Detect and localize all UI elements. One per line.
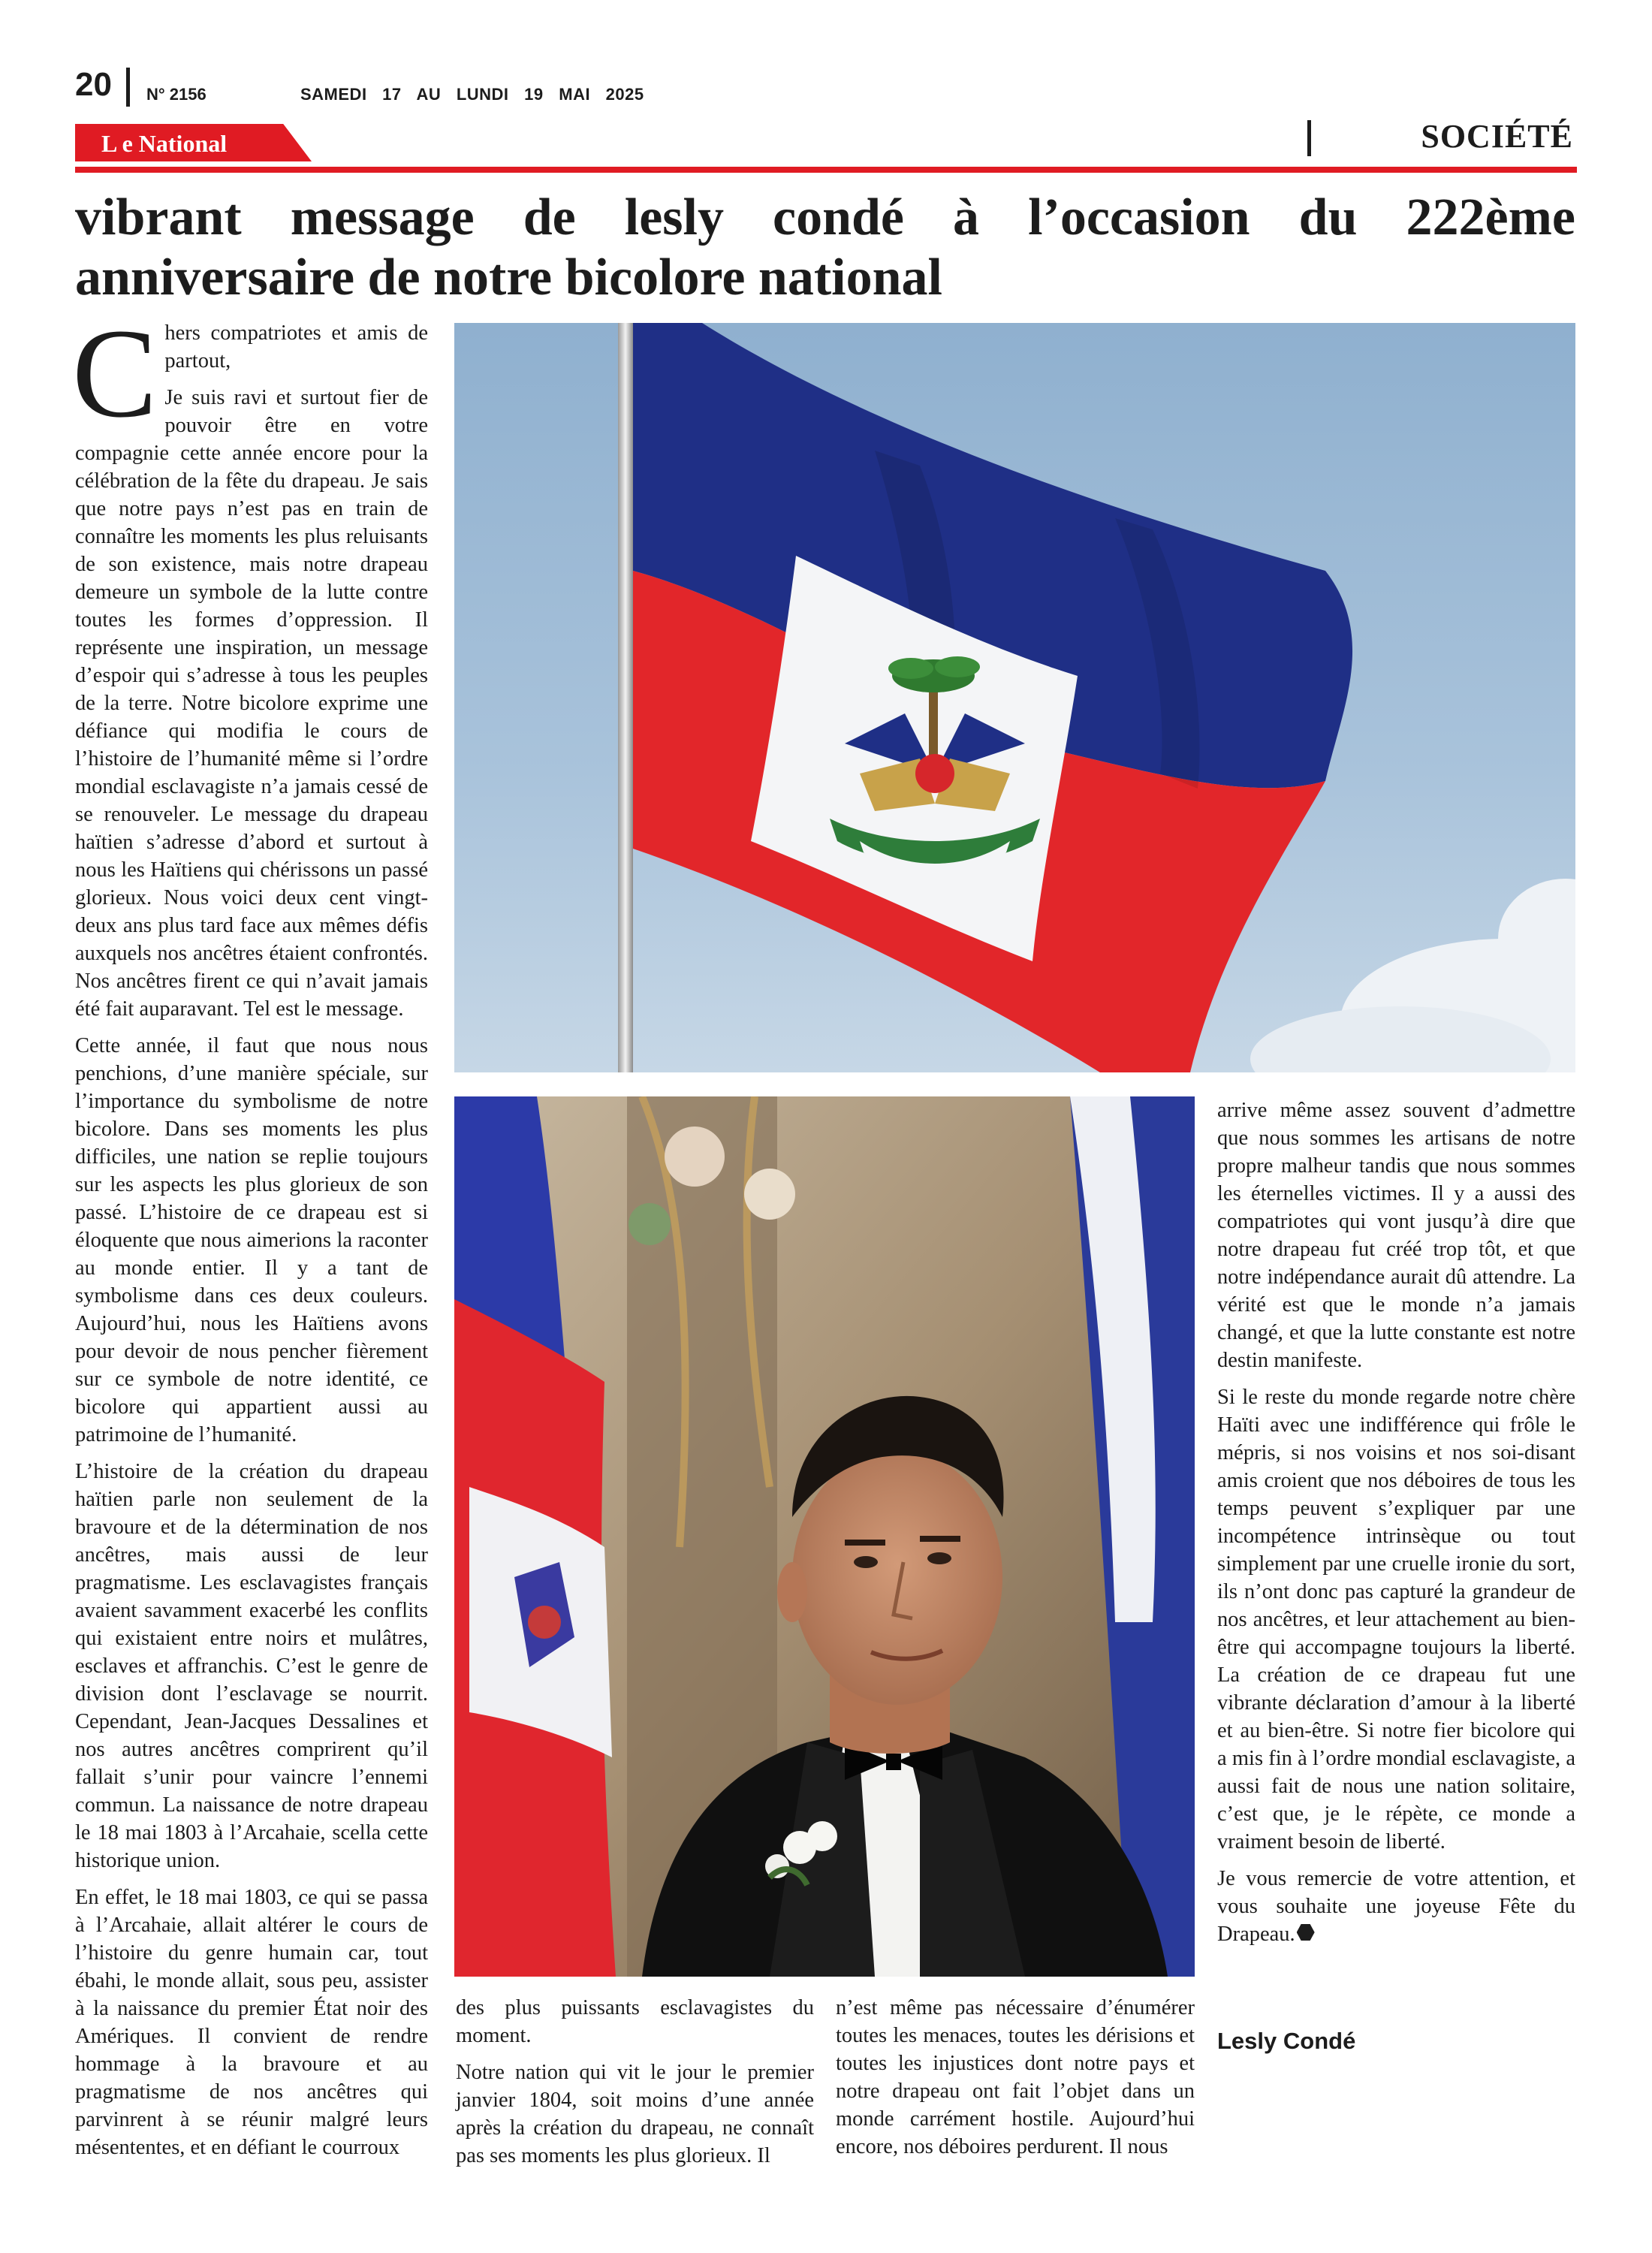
article-paragraph: n’est même pas nécessaire d’énumérer toutes les menaces, toutes les dérisions et toutes les injustices dont notre pays et notre drapeau ont fait l’objet dans un monde carrément hostile. Aujourd’hui encore, nos déboires perdurent. Il nous: [836, 1996, 1195, 2158]
article-paragraph: Notre nation qui vit le jour le premier janvier 1804, soit moins d’une année après la création du drapeau, ne connaît pas ses moments les plus glorieux. Il: [456, 2061, 814, 2167]
article-column-2: [456, 1994, 814, 2179]
paragraph-text: hers compatriotes et amis de partout,: [164, 321, 428, 372]
header-rule: [75, 167, 1577, 173]
brand-name: L e National: [101, 130, 228, 157]
article-paragraph: arrive même assez souvent d’admettre que nous sommes les artisans de notre propre malheur tandis que nous sommes les éternelles victimes. Il y a aussi des compatriotes qui vont jusqu’à dire que notre drapeau fut créé trop tôt, et que notre indépendance aurait dû attendre. La vérité est que le monde n’a jamais changé, et que la lutte constante est notre destin manifeste.: [1217, 1099, 1575, 1372]
article-paragraph: L’histoire de la création du drapeau haïtien parle non seulement de la bravoure et de la détermination de nos ancêtres, mais aussi de leur pragmatisme. Les esclavagistes français avaient savamment exacerbé les conflits qui existaient entre noirs et mulâtres, esclaves et affranchis. C’est le genre de division dont l’esclavage se nourrit. Cependant, Jean-Jacques Dessalines et nos autres ancêtres comprirent qu’il fallait s’unir pour vaincre l’ennemi commun. La naissance de notre drapeau le 18 mai 1803 à l’Arcahaie, scella cette historique union.: [75, 1460, 428, 1872]
portrait-photo: [454, 1096, 1195, 1977]
section-label: SOCIÉTÉ: [1421, 118, 1573, 155]
article-paragraph: des plus puissants esclavagistes du moment.: [456, 1996, 814, 2047]
drop-cap: C: [72, 303, 158, 444]
closing-text: Je vous remercie de votre attention, et vous souhaite une joyeuse Fête du Drapeau.: [1217, 1867, 1575, 1946]
issue-date: SAMEDI 17 AU LUNDI 19 MAI 2025: [300, 85, 644, 104]
flag-photo-illustration: [454, 323, 1575, 1072]
article-column-3: [836, 1994, 1195, 2170]
article-column-1: [72, 303, 428, 2170]
article-paragraph: [1217, 1865, 1575, 1948]
header-divider: [126, 68, 130, 107]
page-number: 20: [75, 66, 112, 103]
article-paragraph: Si le reste du monde regarde notre chère Haïti avec une indifférence qui frôle le mépris, si nos voisins et nos soi-disant amis croient que nos déboires de tous les temps peuvent s’expliquer par une incompétence intrinsèque ou tout simplement par une cruelle ironie du sort, ils n’ont donc pas capturé la grandeur de nos ancêtres, et leur attachement au bien-être qui accompagne toujours la liberté. La création de ce drapeau fut une vibrante déclaration d’amour à la liberté et au bien-être. Si notre fier bicolore qui a mis fin à l’ordre mondial esclavagiste, a aussi fait de nous une nation solitaire, c’est que, je le répète, ce monde a vraiment besoin de liberté.: [1217, 1386, 1575, 1853]
section-divider: [1307, 120, 1311, 156]
article-paragraph: Je suis ravi et surtout fier de pouvoir être en votre compagnie cette année encore pour la célébration de la fête du drapeau. Je sais que notre pays n’est pas en train de connaître les moments les plus reluisants de son existence, mais notre drapeau demeure un symbole de la lutte contre toutes les formes d’oppression. Il représente une inspiration, un message d’espoir qui s’adresse à tous les peuples de la terre. Notre bicolore exprime une défiance qui modifia le cours de l’histoire de l’humanité même si l’ordre mondial esclavagiste n’a jamais cessé de se renouveler. Le message du drapeau haïtien s’adresse d’abord et surtout à nous les Haïtiens qui chérissons un passé glorieux. Nous voici deux cent vingt-deux ans plus tard face aux mêmes défis auxquels nos ancêtres étaient confrontés. Nos ancêtres firent ce qui n’avait jamais été fait auparavant. Tel est le message.: [75, 386, 428, 1021]
article-paragraph: [72, 303, 428, 444]
article-paragraph: Cette année, il faut que nous nous penchions, d’une manière spéciale, sur l’importance du symbolisme de notre bicolore. Dans ses moments les plus difficiles, une nation se replie toujours sur les aspects les plus glorieux de son passé. L’histoire de ce drapeau est si éloquente que nous aimerions la raconter au monde entier. Il y a tant de symbolisme dans ces deux couleurs. Aujourd’hui, nous les Haïtiens avons pour devoir de nous pencher fièrement sur ce symbole de notre identité, ce bicolore qui appartient aussi au patrimoine de l’humanité.: [75, 1034, 428, 1446]
end-of-article-icon: [1297, 1924, 1315, 1941]
article-column-4: [1217, 1096, 1575, 1957]
article-title: vibrant message de lesly condé à l’occasion du 222ème anniversaire de notre bicolore national: [75, 189, 1575, 306]
portrait-photo-illustration: [454, 1096, 1195, 1977]
flag-photo: [454, 323, 1575, 1072]
issue-number: N° 2156: [146, 85, 206, 104]
article-paragraph: En effet, le 18 mai 1803, ce qui se passa à l’Arcahaie, allait altérer le cours de l’histoire du genre humain car, tout ébahi, le monde allait, sous peu, assister à la naissance du premier État noir des Amériques. Il convient de rendre hommage à la bravoure et au pragmatisme de nos ancêtres qui parvinrent à se réunir malgré leurs mésententes, et en défiant le courroux: [75, 1886, 428, 2159]
author-signature: Lesly Condé: [1217, 2028, 1356, 2054]
